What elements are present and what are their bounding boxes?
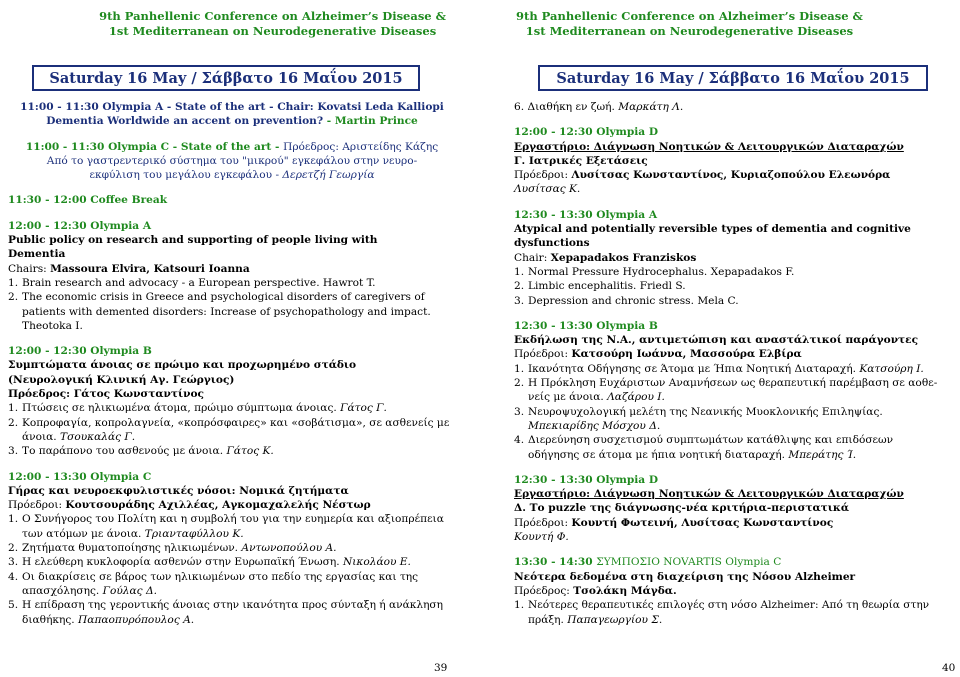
session-olympia-a-atypical: 12:30 - 13:30 Olympia A Atypical and potentially reversible types of dementia and cognitive dysfunctions Chair: Xepapadakos Franziskos 1. Normal Pressure Hydrocephalus. Xepapadakos F. 2. Limbic encephalitis. Friedl S. 3. Depression and chronic stress. Mela C. [514,208,946,308]
list-item: 4. Οι διακρίσεις σε βάρος των ηλικιωμένων στο πεδίο της εργασίας και της απασχόλησης. Γούλας Δ. [8,570,419,597]
list-item: 1. Πτώσεις σε ηλικιωμένα άτομα, πρώιμο σύμπτωμα άνοιας. Γάτος Γ. [8,402,387,415]
conference-header-right: 9th Panhellenic Conference on Alzheimer’s Disease & 1st Mediterranean on Neurodegenerative Diseases [516,9,863,38]
list-item: 2. Ζητήματα θυματοποίησης ηλικιωμένων. Αντωνοπούλου Α. [8,542,337,555]
conference-header-left: 9th Panhellenic Conference on Alzheimer’s Disease & 1st Mediterranean on Neurodegenerative Diseases [99,9,446,38]
right-content [514,100,946,638]
list-item: 2. Η Πρόκληση Ευχάριστων Αναμνήσεων ως θεραπευτική παρέμβαση σε αοθενείς με άνοια. Λαζάρου Ι. [514,377,938,404]
session-olympia-a-policy: 12:00 - 12:30 Olympia A Public policy on research and supporting of people living with Dementia Chairs: Massoura Elvira, Katsouri Ioanna 1. Brain research and advocacy - a European perspective. Hawrot T. 2. The economic crisis in Greece and psychological disorders of caregivers of patients with demented disorders: Increase of psychopathology and impact. Theotoka I. [8,219,456,333]
session-olympia-c-legal: 12:00 - 13:30 Olympia C Γήρας και νευροεκφυλιστικές νόσοι: Νομικά ζητήματα Πρόεδροι: Κουτσουράδης Αχιλλέας, Αγκομαχαλελής Νέστωρ 1. Ο Συνήγορος του Πολίτη και η συμβολή του για την ευημερία και αξιοπρέπεια των ατόμων με άνοια. Τριανταφύλλου Κ. 2. Ζητήματα θυματοποίησης ηλικιωμένων. Αντωνοπούλου Α. 3. Η ελεύθερη κυκλοφορία ασθενών στην Ευρωπαϊκή Ένωση. Νικολάου Ε. 4. Οι διακρίσεις σε βάρος των ηλικιωμένων στο πεδίο της εργασίας και της απασχόλησης. Γούλας Δ. 5. Η επίδραση της γεροντικής άνοιας στην ικανότητα προς σύνταξη ή ανάκληση διαθήκης. Παπαοπυρόπουλος Α. [8,470,456,627]
list-item: 1. Normal Pressure Hydrocephalus. Xepapadakos F. [514,265,795,278]
continued-item: 6. Διαθήκη εν ζωή. Μαρκάτη Λ. [514,101,684,113]
list-item: 4. Διερεύνηση συσχετισμού συμπτωμάτων κατάθλιψης και επιδόσεων οδήγησης σε άτομα με ήπια νοητική διαταραχή. Μπεράτης Ί. [514,434,894,461]
session-novartis-symposium: 13:30 - 14:30 ΣΥΜΠΟΣΙΟ NOVARTIS Olympia C Νεότερα δεδομένα στη διαχείριση της Νόσου Alzheimer Πρόεδρος: Τσολάκη Μάγδα. 1. Νεότερες θεραπευτικές επιλογές στη νόσο Alzheimer: Από τη θεωρία στην πράξη. Παπαγεωργίου Σ. [514,555,946,626]
list-item: 5. Η επίδραση της γεροντικής άνοιας στην ικανότητα προς σύνταξη ή ανάκληση διαθήκης. Παπαοπυρόπουλος Α. [8,599,444,626]
list-item: 1. Νεότερες θεραπευτικές επιλογές στη νόσο Alzheimer: Από τη θεωρία στην πράξη. Παπαγεωργίου Σ. [514,599,930,626]
list-item: 2. Κοπροφαγία, κοπρολαγνεία, «κοπρόσφαιρες» και «σοβάτισμα», σε ασθενείς με άνοια. Τσουκαλάς Γ. [8,416,450,443]
session-olympia-d-workshop-g: 12:00 - 12:30 Olympia D Εργαστήριο: Διάγνωση Νοητικών & Λειτουργικών Διαταραχών Γ. Ιατρικές Εξετάσεις Πρόεδροι: Λυσίτσας Κωνσταντίνος, Κυριαζοπούλου Ελεωνόρα Λυσίτσας Κ. [514,126,904,196]
list-item: 3. Depression and chronic stress. Mela C. [514,294,739,307]
list-item: 3. Η ελεύθερη κυκλοφορία ασθενών στην Ευρωπαϊκή Ένωση. Νικολάου Ε. [8,556,411,569]
list-item: 2. Limbic encephalitis. Friedl S. [514,280,686,293]
list-item: 1. Ο Συνήγορος του Πολίτη και η συμβολή του για την ευημερία και αξιοπρέπεια των ατόμων με άνοια. Τριανταφύλλου Κ. [8,513,444,540]
session-olympia-b-na: 12:30 - 13:30 Olympia B Εκδήλωση της Ν.Α., αντιμετώπιση και αναστάλτικοί παράγοντες Πρόεδροι: Κατσούρη Ιωάννα, Μασσούρα Ελβίρα 1. Ικανότητα Οδήγησης σε Άτομα με Ήπια Νοητική Διαταραχή. Κατσούρη Ι. 2. Η Πρόκληση Ευχάριστων Αναμνήσεων ως θεραπευτική παρέμβαση σε αοθενείς με άνοια. Λαζάρου Ι. 3. Νευροψυχολογική μελέτη της Νεανικής Μυοκλονικής Επιληψίας. Μπεκιαρίδης Μόσχου Δ. 4. Διερεύνηση συσχετισμού συμπτωμάτων κατάθλιψης και επιδόσεων οδήγησης σε άτομα με ήπια νοητική διαταραχή. Μπεράτης Ί. [514,319,946,462]
list-item: 2. The economic crisis in Greece and psychological disorders of caregivers of patients with demented disorders: Increase of psychopathology and impact. Theotoka I. [8,291,431,332]
page-number-right: 40 [942,662,956,674]
left-content [8,100,456,638]
list-item: 1. Ικανότητα Οδήγησης σε Άτομα με Ήπια Νοητική Διαταραχή. Κατσούρη Ι. [514,362,924,375]
day-banner-right: Saturday 16 May / Σάββατο 16 Μαΐου 2015 [538,65,928,91]
session-olympia-c-state: 11:00 - 11:30 Olympia C - State of the art - Πρόεδρος: Αριστείδης Κάζης Από το γαστρεντερικό σύστημα του "μικρού" εγκεφάλου στην νευρο- εκφύλιση του μεγάλου εγκεφάλου - Δερετζή Γεωργία [25,140,439,182]
list-item: 3. Το παράπονο του ασθενούς με άνοια. Γάτος Κ. [8,445,274,458]
coffee-break: 11:30 - 12:00 Coffee Break [8,194,168,207]
page-number-left: 39 [434,662,448,674]
session-olympia-a-state: 11:00 - 11:30 Olympia A - State of the art - Chair: Kovatsi Leda Kalliopi Dementia Worldwide an accent on prevention? - Martin Prince [20,101,444,128]
list-item: 1. Brain research and advocacy - a European perspective. Hawrot T. [8,276,376,289]
session-olympia-d-workshop-d: 12:30 - 13:30 Olympia D Εργαστήριο: Διάγνωση Νοητικών & Λειτουργικών Διαταραχών Δ. Το puzzle της διάγνωσης-νέα κριτήρια-περιστατικά Πρόεδροι: Κουντή Φωτεινή, Λυσίτσας Κωνσταντίνος Κουντή Φ. [514,473,904,544]
list-item: 3. Νευροψυχολογική μελέτη της Νεανικής Μυοκλονικής Επιληψίας. Μπεκιαρίδης Μόσχου Δ. [514,405,883,432]
day-banner-left: Saturday 16 May / Σάββατο 16 Μαΐου 2015 [32,65,420,91]
session-olympia-b-symptoms: 12:00 - 12:30 Olympia B Συμπτώματα άνοιας σε πρώιμο και προχωρημένο στάδιο (Νευρολογική Κλινική Αγ. Γεώργιος) Πρόεδρος: Γάτος Κωνσταντίνος 1. Πτώσεις σε ηλικιωμένα άτομα, πρώιμο σύμπτωμα άνοιας. Γάτος Γ. 2. Κοπροφαγία, κοπρολαγνεία, «κοπρόσφαιρες» και «σοβάτισμα», σε ασθενείς με άνοια. Τσουκαλάς Γ. 3. Το παράπονο του ασθενούς με άνοια. Γάτος Κ. [8,344,456,458]
